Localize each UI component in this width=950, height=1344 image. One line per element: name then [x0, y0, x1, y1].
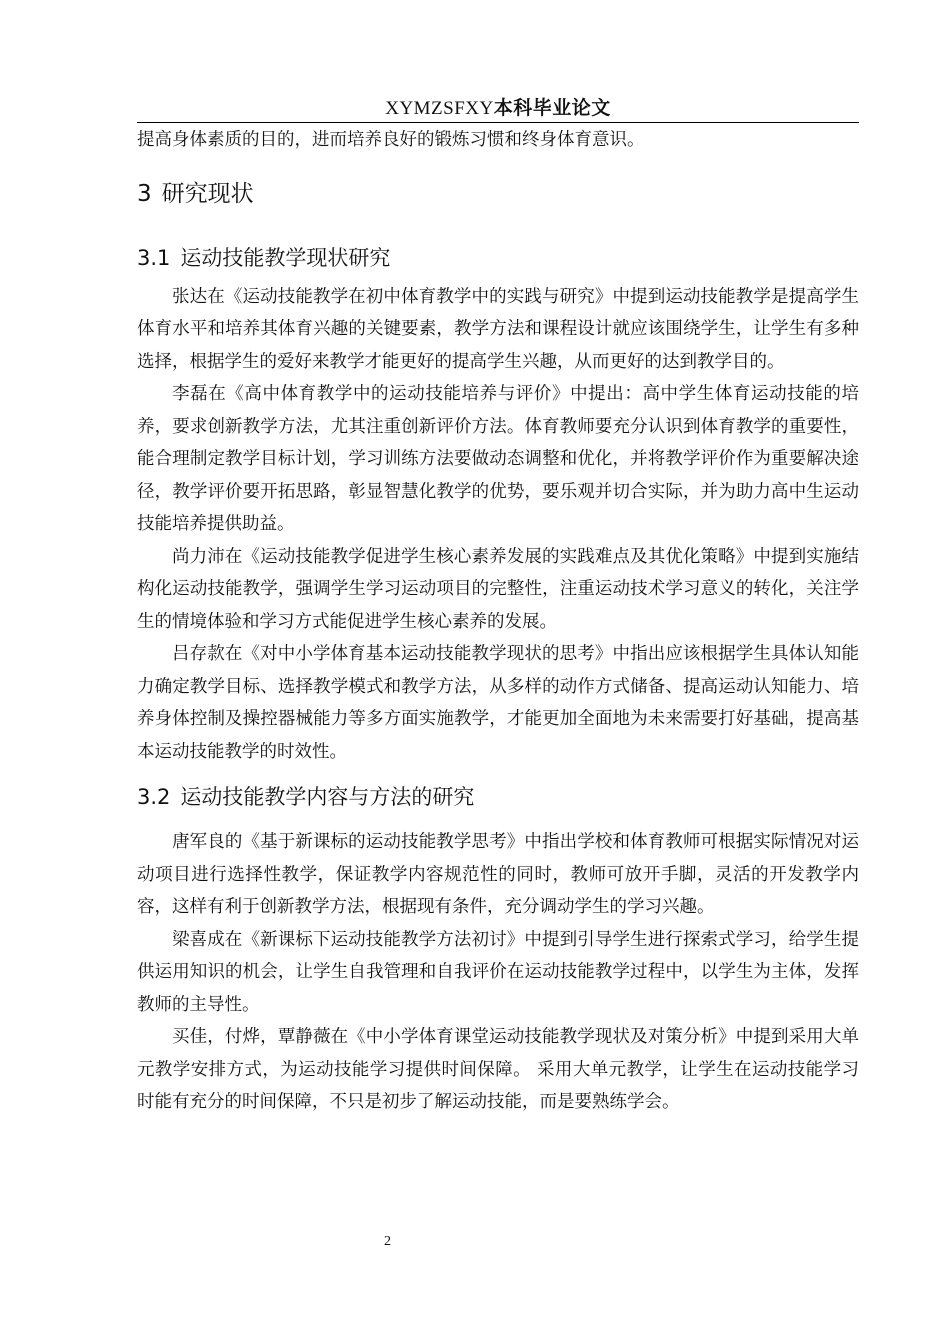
paragraph-liang-xicheng: 梁喜成在《新课标下运动技能教学方法初讨》中提到引导学生进行探索式学习，给学生提供运用知识的机会，让学生自我管理和自我评价在运动技能教学过程中，以学生为主体，发挥教师的主导性。	[137, 929, 859, 1015]
paragraph-tang-junliang: 唐军良的《基于新课标的运动技能教学思考》中指出学校和体育教师可根据实际情况对运动项目进行选择性教学，保证教学内容规范性的同时，教师可放开手脚，灵活的开发教学内容，这样有利于创新教学方法，根据现有条件，充分调动学生的学习兴趣。	[137, 832, 859, 917]
header-title	[385, 97, 611, 119]
section-3-heading	[137, 171, 859, 217]
section-3-2-title: 运动技能教学内容与方法的研究	[180, 785, 475, 809]
header-latin-text: XYMZSFXY	[385, 98, 494, 119]
section-3-2-heading	[137, 774, 859, 820]
paragraph-li-lei: 李磊在《高中体育教学中的运动技能培养与评价》中提出：高中学生体育运动技能的培养，要求创新教学方法，尤其注重创新评价方法。体育教师要充分认识到体育教学的重要性，能合理制定教学目标计划，学习训练方法要做动态调整和优化，并将教学评价作为重要解决途径，教学评价要开拓思路，彰显智慧化教学的优势，要乐观并切合实际，并为助力高中生运动技能培养提供助益。	[137, 384, 859, 534]
header-chinese-text: 本科毕业论文	[493, 97, 611, 119]
section-3-1-number: 3.1	[137, 245, 171, 270]
section-3-number: 3	[137, 180, 152, 207]
section-3-title: 研究现状	[161, 180, 254, 207]
paragraph-lv-cunkuan: 吕存款在《对中小学体育基本运动技能教学现状的思考》中指出应该根据学生具体认知能力确定教学目标、选择教学模式和教学方法，从多样的动作方式储备、提高运动认知能力、培养身体控制及操控器械能力等多方面实施教学，才能更加全面地为未来需要打好基础，提高基本运动技能教学的时效性。	[137, 644, 859, 762]
paragraph-zhang-da: 张达在《运动技能教学在初中体育教学中的实践与研究》中提到运动技能教学是提高学生体育水平和培养其体育兴趣的关键要素，教学方法和课程设计就应该围绕学生，让学生有多种选择，根据学生的爱好来教学才能更好的提高学生兴趣，从而更好的达到教学目的。	[137, 286, 859, 372]
body-content	[137, 124, 859, 1119]
section-3-1-heading	[137, 235, 859, 281]
paragraph-shang-lipei: 尚力沛在《运动技能教学促进学生核心素养发展的实践难点及其优化策略》中提到实施结构化运动技能教学，强调学生学习运动项目的完整性，注重运动技术学习意义的转化，关注学生的情境体验和学习方式能促进学生核心素养的发展。	[137, 546, 859, 632]
page-number: 2	[384, 1234, 391, 1249]
paragraph-mai-jia: 买佳，付烨，覃静薇在《中小学体育课堂运动技能教学现状及对策分析》中提到采用大单元教学安排方式，为运动技能学习提供时间保障。 采用大单元教学，让学生在运动技能学习时能有充分的时间保障，不只是初步了解运动技能，而是要熟练学会。	[137, 1027, 859, 1112]
section-3-1-title: 运动技能教学现状研究	[180, 245, 391, 270]
continuation-paragraph: 提高身体素质的目的，进而培养良好的锻炼习惯和终身体育意识。	[137, 130, 645, 150]
section-3-2-number: 3.2	[137, 785, 171, 809]
running-header	[137, 96, 859, 123]
